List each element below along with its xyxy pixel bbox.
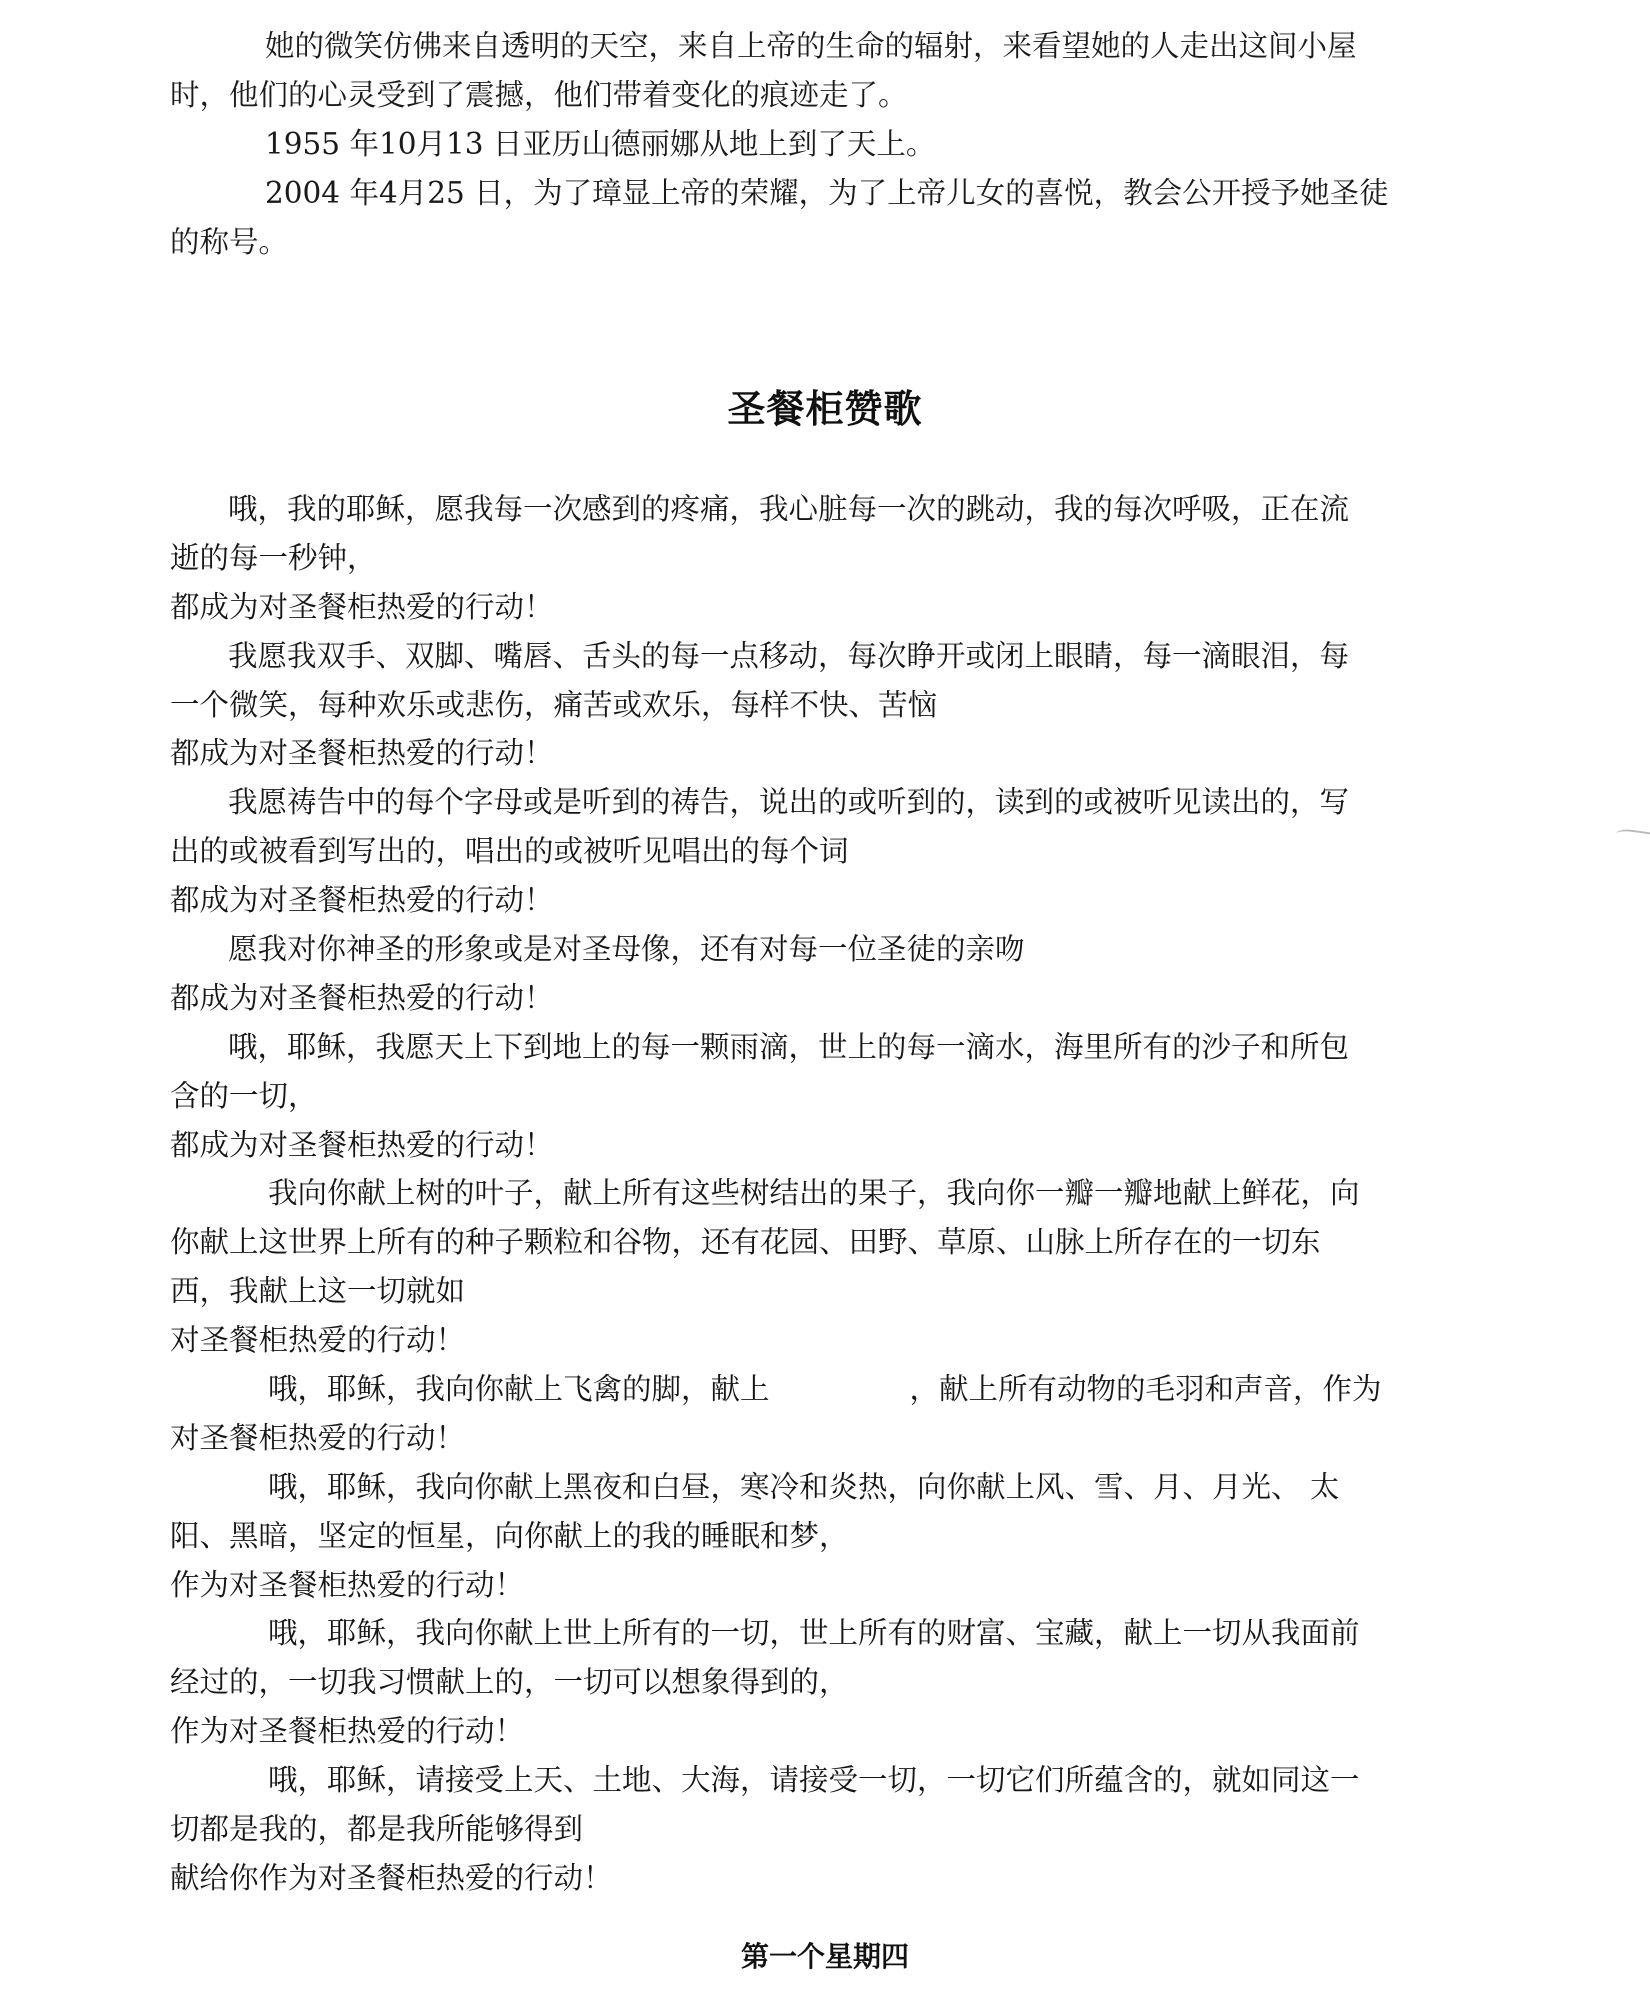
hymn-line-start: 哦，耶稣，我向你献上飞禽的脚，献上 [268,1372,770,1407]
hymn-body [170,485,1470,1903]
hymn-refrain: 都成为对圣餐柜热爱的行动！ [170,980,554,1015]
hymn-refrain: 对圣餐柜热爱的行动！ [170,1323,466,1358]
hymn-line [170,1365,1470,1414]
hymn-refrain: 献给你作为对圣餐柜热爱的行动！ [170,1860,613,1895]
hymn-refrain: 都成为对圣餐柜热爱的行动！ [170,883,554,918]
hymn-line-end: ，献上所有动物的毛羽和声音，作为 [909,1372,1382,1407]
section-footer-heading: 第一个星期四 [740,1940,909,1973]
hymn-line: 逝的每一秒钟， [170,540,377,575]
hymn-line: 一个微笑，每种欢乐或悲伤，痛苦或欢乐，每样不快、苦恼 [170,687,938,722]
intro-line: 2004 年4月25 日，为了璋显上帝的荣耀，为了上帝儿女的喜悦，教会公开授予她圣徒 [265,176,1389,210]
hymn-refrain: 作为对圣餐柜热爱的行动！ [170,1567,525,1602]
intro-paragraphs [170,22,1460,267]
hymn-refrain: 对圣餐柜热爱的行动！ [170,1420,466,1455]
scan-edge-mark [1615,828,1650,845]
hymn-line: 出的或被看到写出的，唱出的或被听见唱出的每个词 [170,834,849,869]
hymn-refrain: 作为对圣餐柜热爱的行动！ [170,1714,525,1749]
hymn-line: 哦，耶稣，请接受上天、土地、大海，请接受一切，一切它们所蕴含的，就如同这一 [268,1763,1360,1798]
hymn-line: 哦，耶稣，我向你献上黑夜和白昼，寒冷和炎热，向你献上风、雪、月、月光、 太 [268,1469,1340,1504]
hymn-line: 愿我对你神圣的形象或是对圣母像，还有对每一位圣徒的亲吻 [228,932,1025,967]
intro-section [170,22,1460,267]
hymn-line: 我向你献上树的叶子，献上所有这些树结出的果子，我向你一瓣一瓣地献上鲜花，向 [268,1176,1360,1211]
intro-line: 1955 年10月13 日亚历山德丽娜从地上到了天上。 [265,127,936,161]
hymn-refrain: 都成为对圣餐柜热爱的行动！ [170,1127,554,1162]
hymn-line: 西，我献上这一切就如 [170,1274,466,1309]
hymn-line: 经过的，一切我习惯献上的，一切可以想象得到的， [170,1665,849,1700]
hymn-line: 阳、黑暗，坚定的恒星，向你献上的我的睡眠和梦， [170,1518,849,1553]
intro-line: 的称号。 [170,225,289,259]
hymn-line: 你献上这世界上所有的种子颗粒和谷物，还有花园、田野、草原、山脉上所存在的一切东 [170,1225,1321,1260]
hymn-line: 含的一切， [170,1078,318,1113]
hymn-title: 圣餐柜赞歌 [727,387,923,431]
hymn-line: 切都是我的，都是我所能够得到 [170,1812,584,1847]
hymn-line: 哦，我的耶稣，愿我每一次感到的疼痛，我心脏每一次的跳动，我的每次呼吸，正在流 [228,492,1350,526]
hymn-refrain: 都成为对圣餐柜热爱的行动！ [170,736,554,771]
hymn-refrain: 都成为对圣餐柜热爱的行动！ [170,589,554,624]
hymn-line: 哦，耶稣，我向你献上世上所有的一切，世上所有的财富、宝藏，献上一切从我面前 [268,1616,1360,1651]
intro-line: 时，他们的心灵受到了震撼，他们带着变化的痕迹走了。 [170,78,908,112]
hymn-line: 我愿我双手、双脚、嘴唇、舌头的每一点移动，每次睁开或闭上眼睛，每一滴眼泪，每 [228,638,1350,673]
hymn-line: 我愿祷告中的每个字母或是听到的祷告，说出的或听到的，读到的或被听见读出的，写 [228,785,1350,820]
intro-line: 她的微笑仿佛来自透明的天空，来自上帝的生命的辐射，来看望她的人走出这间小屋 [265,29,1357,63]
hymn-line: 哦，耶稣，我愿天上下到地上的每一颗雨滴，世上的每一滴水，海里所有的沙子和所包 [228,1029,1350,1064]
